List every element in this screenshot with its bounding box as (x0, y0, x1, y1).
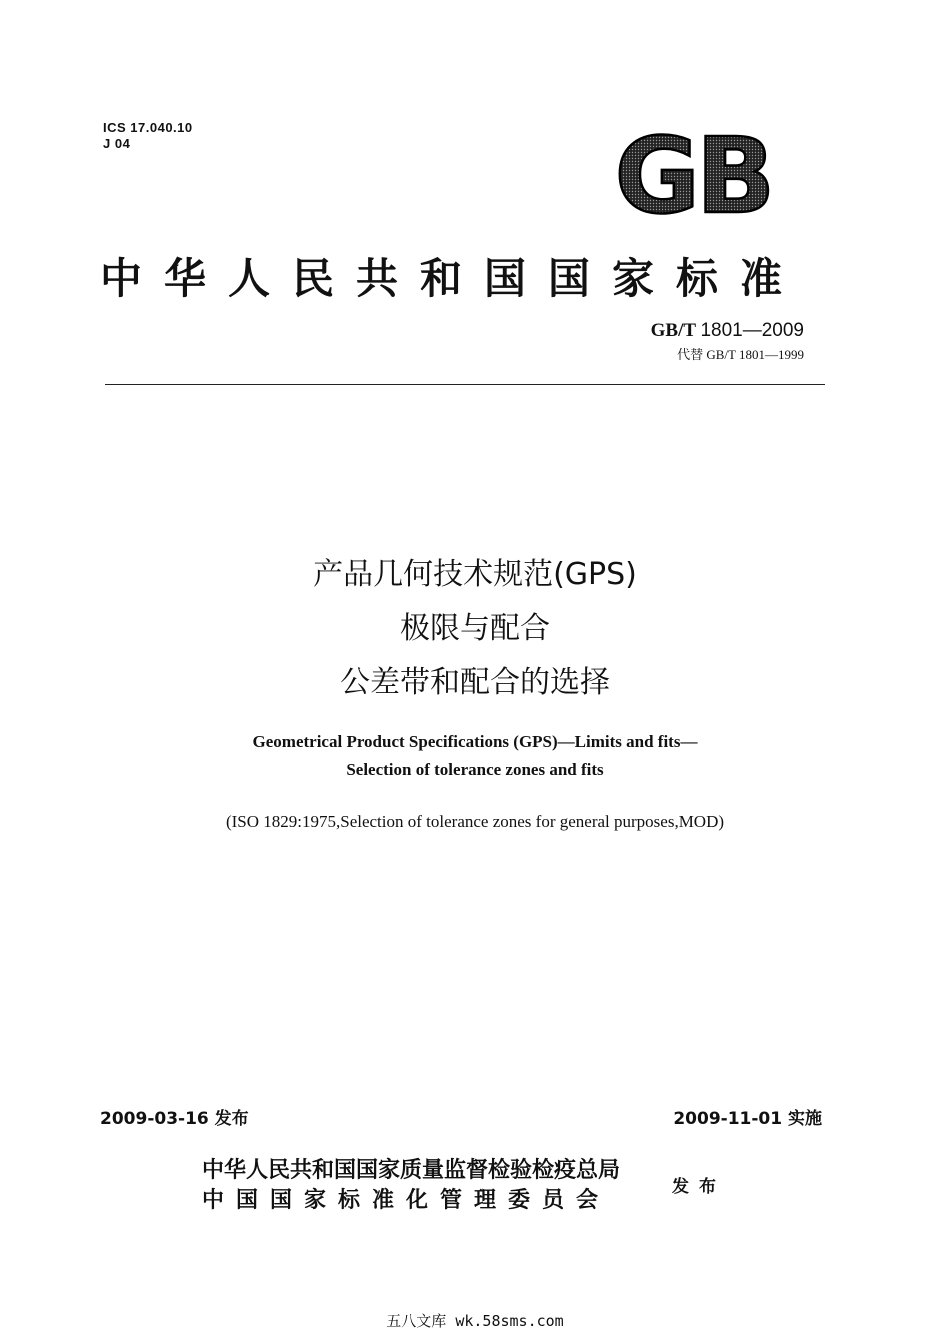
english-title-line1: Geometrical Product Specifications (GPS)—Limits and fits— (252, 732, 698, 751)
standard-code-prefix: GB/T (650, 320, 696, 341)
publishers (202, 1156, 620, 1216)
ics-code: ICS 17.040.10 (103, 120, 193, 135)
english-title-line2: Selection of tolerance zones and fits (346, 760, 604, 779)
iso-reference: (ISO 1829:1975,Selection of tolerance zones for general purposes,MOD) (225, 812, 725, 831)
chinese-title-line3: 公差带和配合的选择 (340, 665, 610, 700)
issue-date: 2009-03-16 发布 (100, 1109, 249, 1129)
gb-logo-text: GB (614, 130, 772, 220)
publisher-line1: 中华人民共和国国家质量监督检验检疫总局 (202, 1158, 621, 1183)
chinese-title-line2: 极限与配合 (400, 611, 550, 646)
publish-label: 发布 (672, 1177, 726, 1197)
chinese-title (0, 548, 950, 710)
chinese-title-line1: 产品几何技术规范(GPS) (313, 557, 637, 592)
standard-code-number: 1801—2009 (700, 320, 804, 341)
standard-code (651, 320, 804, 342)
classification-code: J 04 (103, 136, 131, 151)
watermark: 五八文库 wk.58sms.com (386, 1312, 564, 1330)
ics-block (103, 120, 193, 152)
implementation-date: 2009-11-01 实施 (673, 1109, 822, 1129)
header-divider (105, 384, 825, 385)
replaces-standard: 代替 GB/T 1801—1999 (677, 347, 804, 362)
publisher-line2: 中国国家标准化管理委员会 (202, 1188, 611, 1213)
gb-logo (604, 130, 782, 220)
national-standard-title: 中华人民共和国国家标准 (100, 254, 805, 303)
english-title (0, 728, 950, 784)
standard-number-block (651, 320, 804, 363)
